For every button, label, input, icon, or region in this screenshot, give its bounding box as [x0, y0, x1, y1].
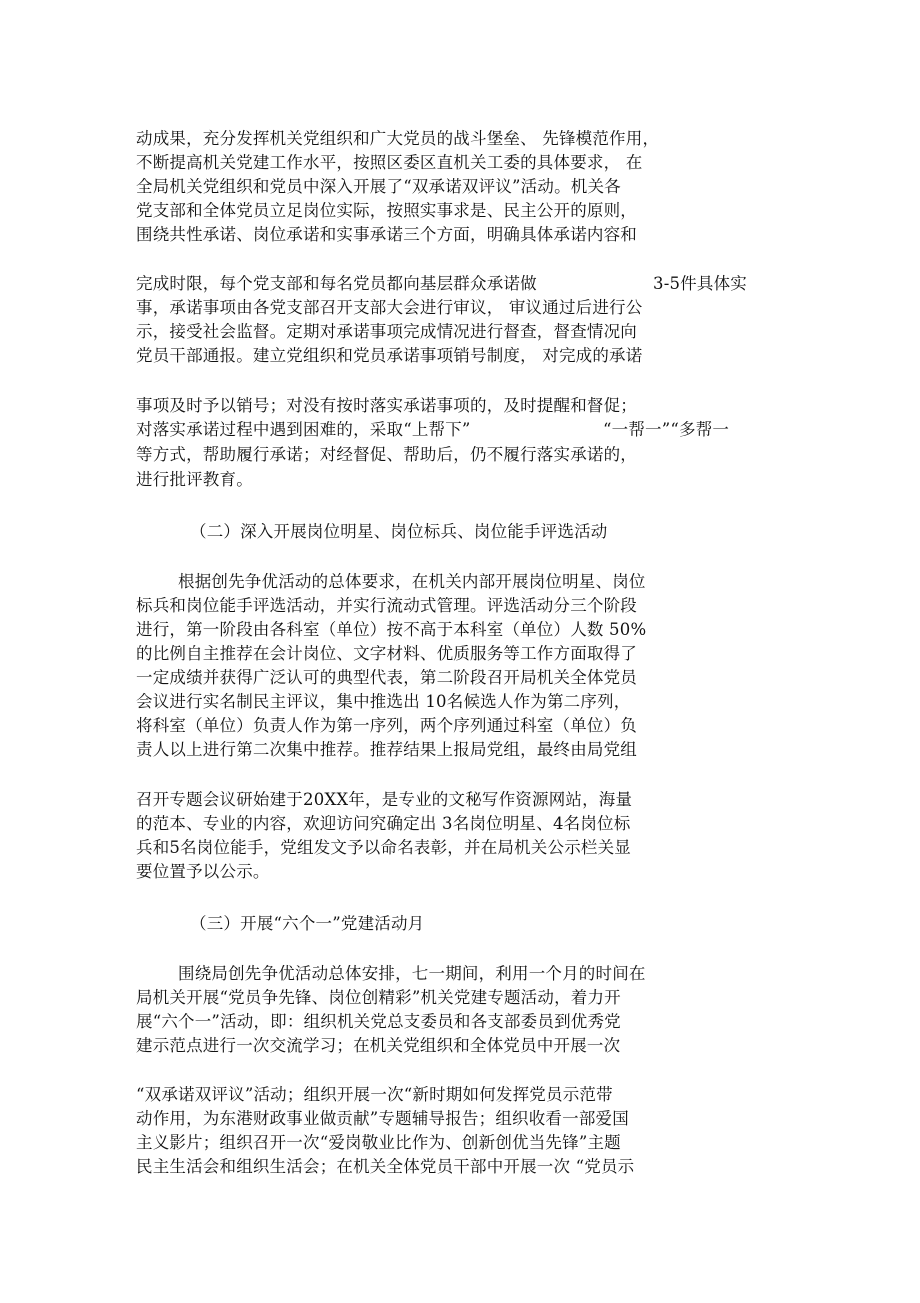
text-line: 动作用，为东港财政事业做贡献”专题辅导报告；组织收看一部爱国 [136, 1109, 629, 1128]
text-line: 3-5件具体实 [653, 274, 747, 293]
text-line: 动成果，充分发挥机关党组织和广大党员的战斗堡垒、 先锋模范作用， [136, 129, 660, 148]
text-line: “双承诺双评议”活动；组织开展一次“新时期如何发挥党员示范带 [136, 1085, 613, 1104]
text-line: 全局机关党组织和党员中深入开展了“双承诺双评议”活动。机关各 [136, 177, 621, 196]
text-line: 对落实承诺过程中遇到困难的，采取“上帮下” [136, 420, 471, 439]
text-line: 局机关开展“党员争先锋、岗位创精彩”机关党建专题活动，着力开 [136, 988, 621, 1007]
text-line: 的比例自主推荐在会计岗位、文字材料、优质服务等工作方面取得了 [136, 644, 637, 663]
text-line: 一定成绩并获得广泛认可的典型代表，第二阶段召开局机关全体党员 [136, 668, 637, 687]
text-line: 主义影片；组织召开一次“爱岗敬业比作为、创新创优当先锋”主题 [136, 1133, 621, 1152]
text-line: 的范本、专业的内容，欢迎访问究确定出 3名岗位明星、4名岗位标 [136, 814, 631, 833]
text-line: 进行，第一阶段由各科室（单位）按不高于本科室（单位）人数 50% [136, 620, 647, 639]
text-line: 召开专题会议研始建于20XX年，是专业的文秘写作资源网站，海量 [136, 790, 633, 809]
section-heading: （二）深入开展岗位明星、岗位标兵、岗位能手评选活动 [190, 522, 608, 541]
text-line: 围绕局创先争优活动总体安排，七一期间，利用一个月的时间在 [178, 964, 646, 983]
text-line: 要位置予以公示。 [136, 862, 270, 881]
text-line: 党员干部通报。建立党组织和党员承诺事项销号制度， 对完成的承诺 [136, 346, 643, 365]
text-line: 围绕共性承诺、岗位承诺和实事承诺三个方面，明确具体承诺内容和 [136, 225, 637, 244]
text-line: 党支部和全体党员立足岗位实际，按照实事求是、民主公开的原则， [136, 201, 637, 220]
text-line: 展“六个一”活动，即：组织机关党总支委员和各支部委员到优秀党 [136, 1012, 621, 1031]
text-line: “一帮一”“多帮一 [603, 420, 730, 439]
text-line: 事项及时予以销号；对没有按时落实承诺事项的，及时提醒和督促； [136, 396, 637, 415]
text-line: 完成时限，每个党支部和每名党员都向基层群众承诺做 [136, 274, 537, 293]
text-line: 兵和5名岗位能手，党组发文予以命名表彰，并在局机关公示栏关显 [136, 838, 631, 857]
text-line: 根据创先争优活动的总体要求，在机关内部开展岗位明星、岗位 [178, 572, 646, 591]
text-line: 事，承诺事项由各党支部召开支部大会进行审议， 审议通过后进行公 [136, 298, 643, 317]
text-line: 责人以上进行第二次集中推荐。推荐结果上报局党组，最终由局党组 [136, 740, 637, 759]
text-line: 等方式，帮助履行承诺；对经督促、帮助后，仍不履行落实承诺的， [136, 445, 637, 464]
text-line: 将科室（单位）负责人作为第一序列，两个序列通过科室（单位）负 [136, 716, 637, 735]
text-line: 民主生活会和组织生活会；在机关全体党员干部中开展一次 “党员示 [136, 1157, 635, 1176]
text-line: 不断提高机关党建工作水平，按照区委区直机关工委的具体要求， 在 [136, 153, 643, 172]
section-heading: （三）开展“六个一”党建活动月 [190, 914, 425, 933]
text-line: 标兵和岗位能手评选活动，并实行流动式管理。评选活动分三个阶段 [136, 596, 637, 615]
text-line: 示，接受社会监督。定期对承诺事项完成情况进行督查，督查情况向 [136, 322, 637, 341]
text-line: 会议进行实名制民主评议，集中推选出 10名候选人作为第二序列， [136, 692, 631, 711]
text-line: 建示范点进行一次交流学习；在机关党组织和全体党员中开展一次 [136, 1036, 621, 1055]
text-line: 进行批评教育。 [136, 470, 253, 489]
